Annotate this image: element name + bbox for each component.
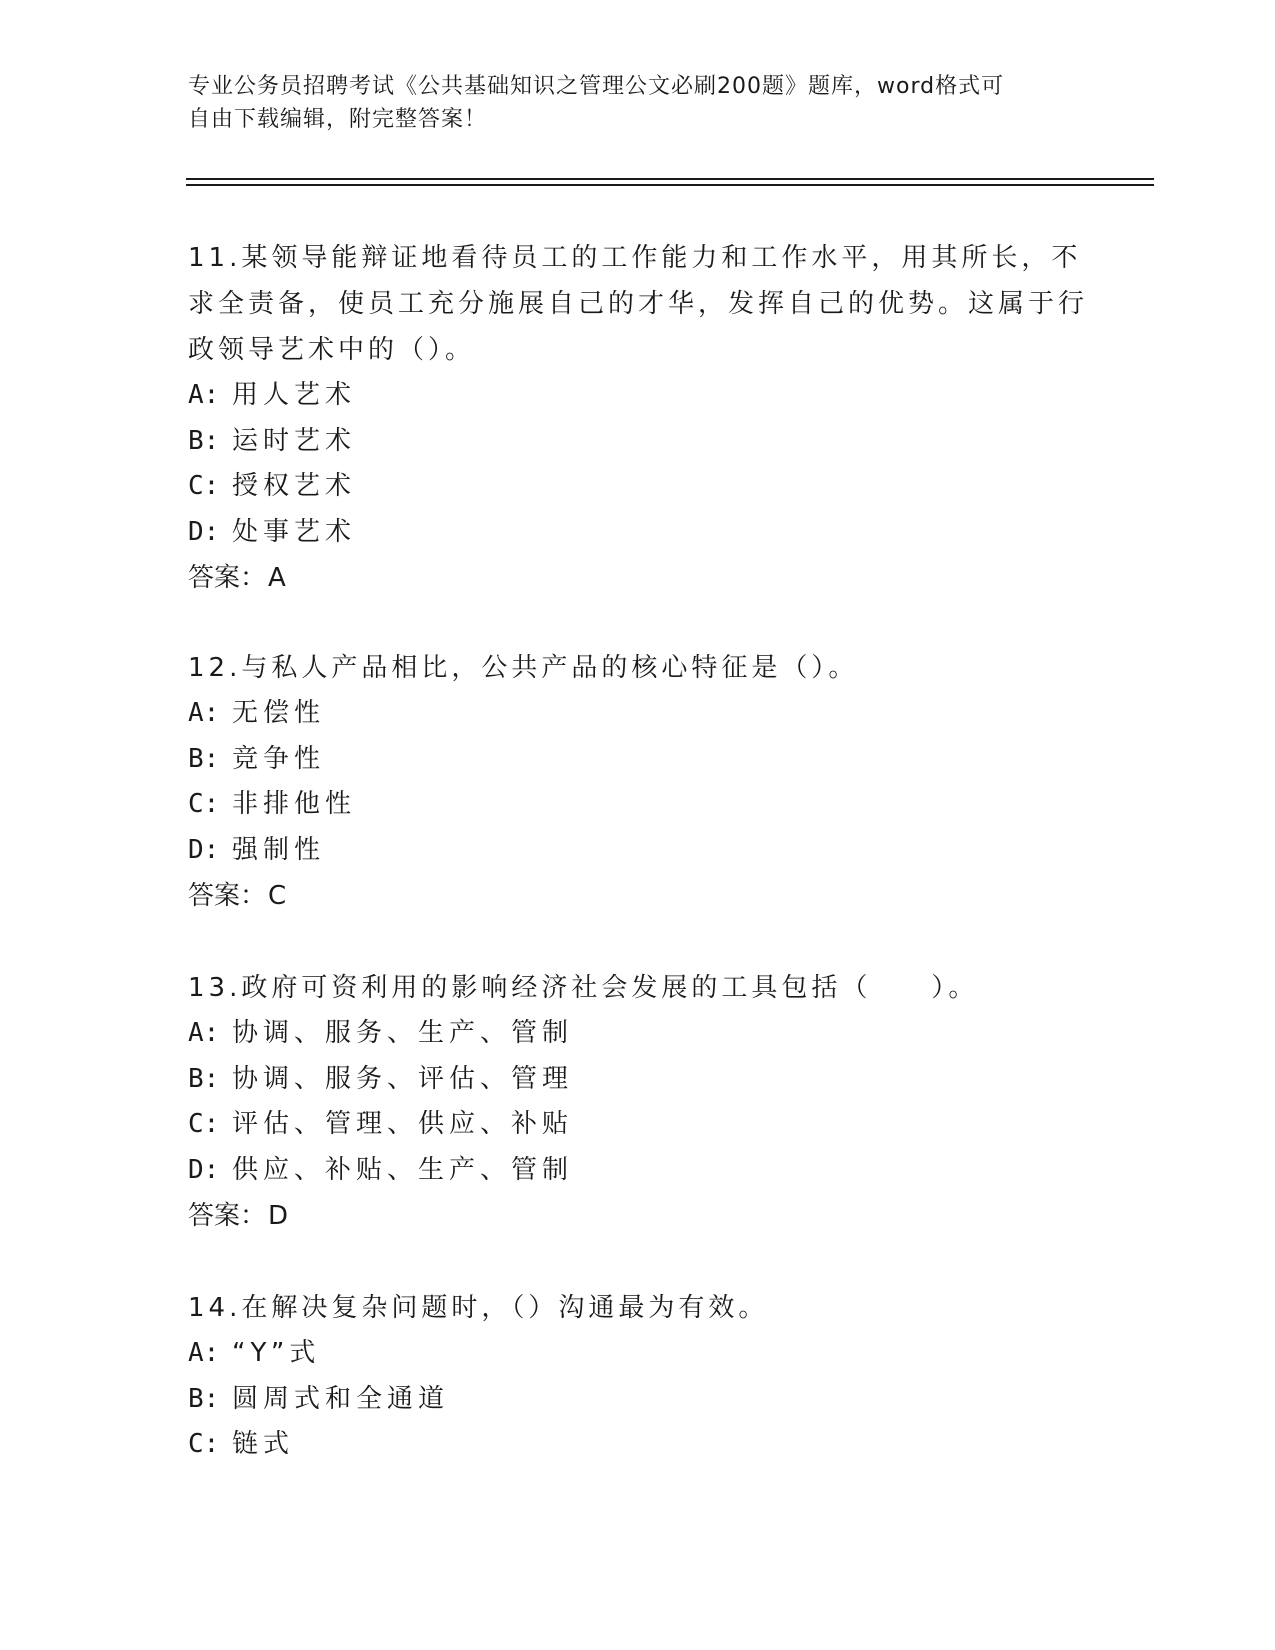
answer-line xyxy=(188,873,1088,919)
header-line-1: 专业公务员招聘考试《公共基础知识之管理公文必刷200题》题库，word格式可 xyxy=(188,74,1005,99)
option-text: 强制性 xyxy=(232,834,326,865)
option-b xyxy=(188,737,1088,783)
option-text: 非排他性 xyxy=(232,789,357,819)
option-text: 圆周式和全通道 xyxy=(232,1383,450,1414)
option-text: 授权艺术 xyxy=(232,471,357,501)
answer-line xyxy=(188,555,1088,601)
option-text: 用人艺术 xyxy=(232,380,357,410)
answer-value: D xyxy=(268,1201,289,1231)
option-text: 无偿性 xyxy=(232,698,326,728)
option-d xyxy=(188,510,1088,556)
option-letter: C: xyxy=(188,471,220,501)
question-text: 13.政府可资利用的影响经济社会发展的工具包括（ ）。 xyxy=(188,973,979,1003)
option-c xyxy=(188,1422,1088,1468)
answer-label: 答案： xyxy=(188,563,267,593)
option-letter: B: xyxy=(188,743,220,774)
option-text: 链式 xyxy=(232,1429,295,1459)
option-letter: C: xyxy=(188,1109,220,1139)
option-letter: D: xyxy=(188,516,220,547)
header-line-2: 自由下载编辑，附完整答案！ xyxy=(188,107,488,132)
option-b xyxy=(188,1057,1088,1103)
question-13 xyxy=(188,965,1088,1239)
answer-label: 答案： xyxy=(188,1201,267,1231)
option-letter: B: xyxy=(188,1383,220,1414)
answer-value: A xyxy=(268,563,286,593)
option-c xyxy=(188,1102,1088,1148)
question-text: 12.与私人产品相比，公共产品的核心特征是（）。 xyxy=(188,653,859,683)
option-letter: A: xyxy=(188,698,220,728)
option-letter: A: xyxy=(188,1018,220,1048)
option-letter: C: xyxy=(188,789,220,819)
option-d xyxy=(188,828,1088,874)
question-12 xyxy=(188,645,1088,919)
option-a xyxy=(188,373,1088,419)
option-text: 处事艺术 xyxy=(232,516,357,547)
option-text: 协调、服务、评估、管理 xyxy=(232,1063,574,1094)
option-text: “Y”式 xyxy=(232,1338,321,1368)
answer-label: 答案： xyxy=(188,881,267,911)
option-text: 供应、补贴、生产、管制 xyxy=(232,1154,574,1185)
option-a xyxy=(188,1011,1088,1057)
option-b xyxy=(188,419,1088,465)
answer-value: C xyxy=(268,881,287,911)
header-divider-bottom xyxy=(186,184,1154,186)
option-letter: D: xyxy=(188,1154,220,1185)
question-text: 14.在解决复杂问题时，（）沟通最为有效。 xyxy=(188,1293,769,1323)
question-text: 11.某领导能辩证地看待员工的工作能力和工作水平，用其所长，不求全责备，使员工充分施展自己的才华，发挥自己的优势。这属于行政领导艺术中的（）。 xyxy=(188,243,1089,365)
option-text: 评估、管理、供应、补贴 xyxy=(232,1109,574,1139)
question-14 xyxy=(188,1285,1088,1468)
option-letter: A: xyxy=(188,1338,220,1368)
option-c xyxy=(188,464,1088,510)
question-11 xyxy=(188,235,1088,601)
option-letter: B: xyxy=(188,1063,220,1094)
option-b xyxy=(188,1377,1088,1423)
option-c xyxy=(188,782,1088,828)
option-d xyxy=(188,1148,1088,1194)
answer-line xyxy=(188,1193,1088,1239)
option-letter: A: xyxy=(188,380,220,410)
option-letter: D: xyxy=(188,834,220,865)
header-divider-top xyxy=(186,178,1154,180)
option-letter: C: xyxy=(188,1429,220,1459)
option-a xyxy=(188,691,1088,737)
document-header xyxy=(188,70,1088,136)
option-text: 协调、服务、生产、管制 xyxy=(232,1018,574,1048)
option-text: 运时艺术 xyxy=(232,425,357,456)
option-letter: B: xyxy=(188,425,220,456)
option-text: 竞争性 xyxy=(232,743,326,774)
option-a xyxy=(188,1331,1088,1377)
